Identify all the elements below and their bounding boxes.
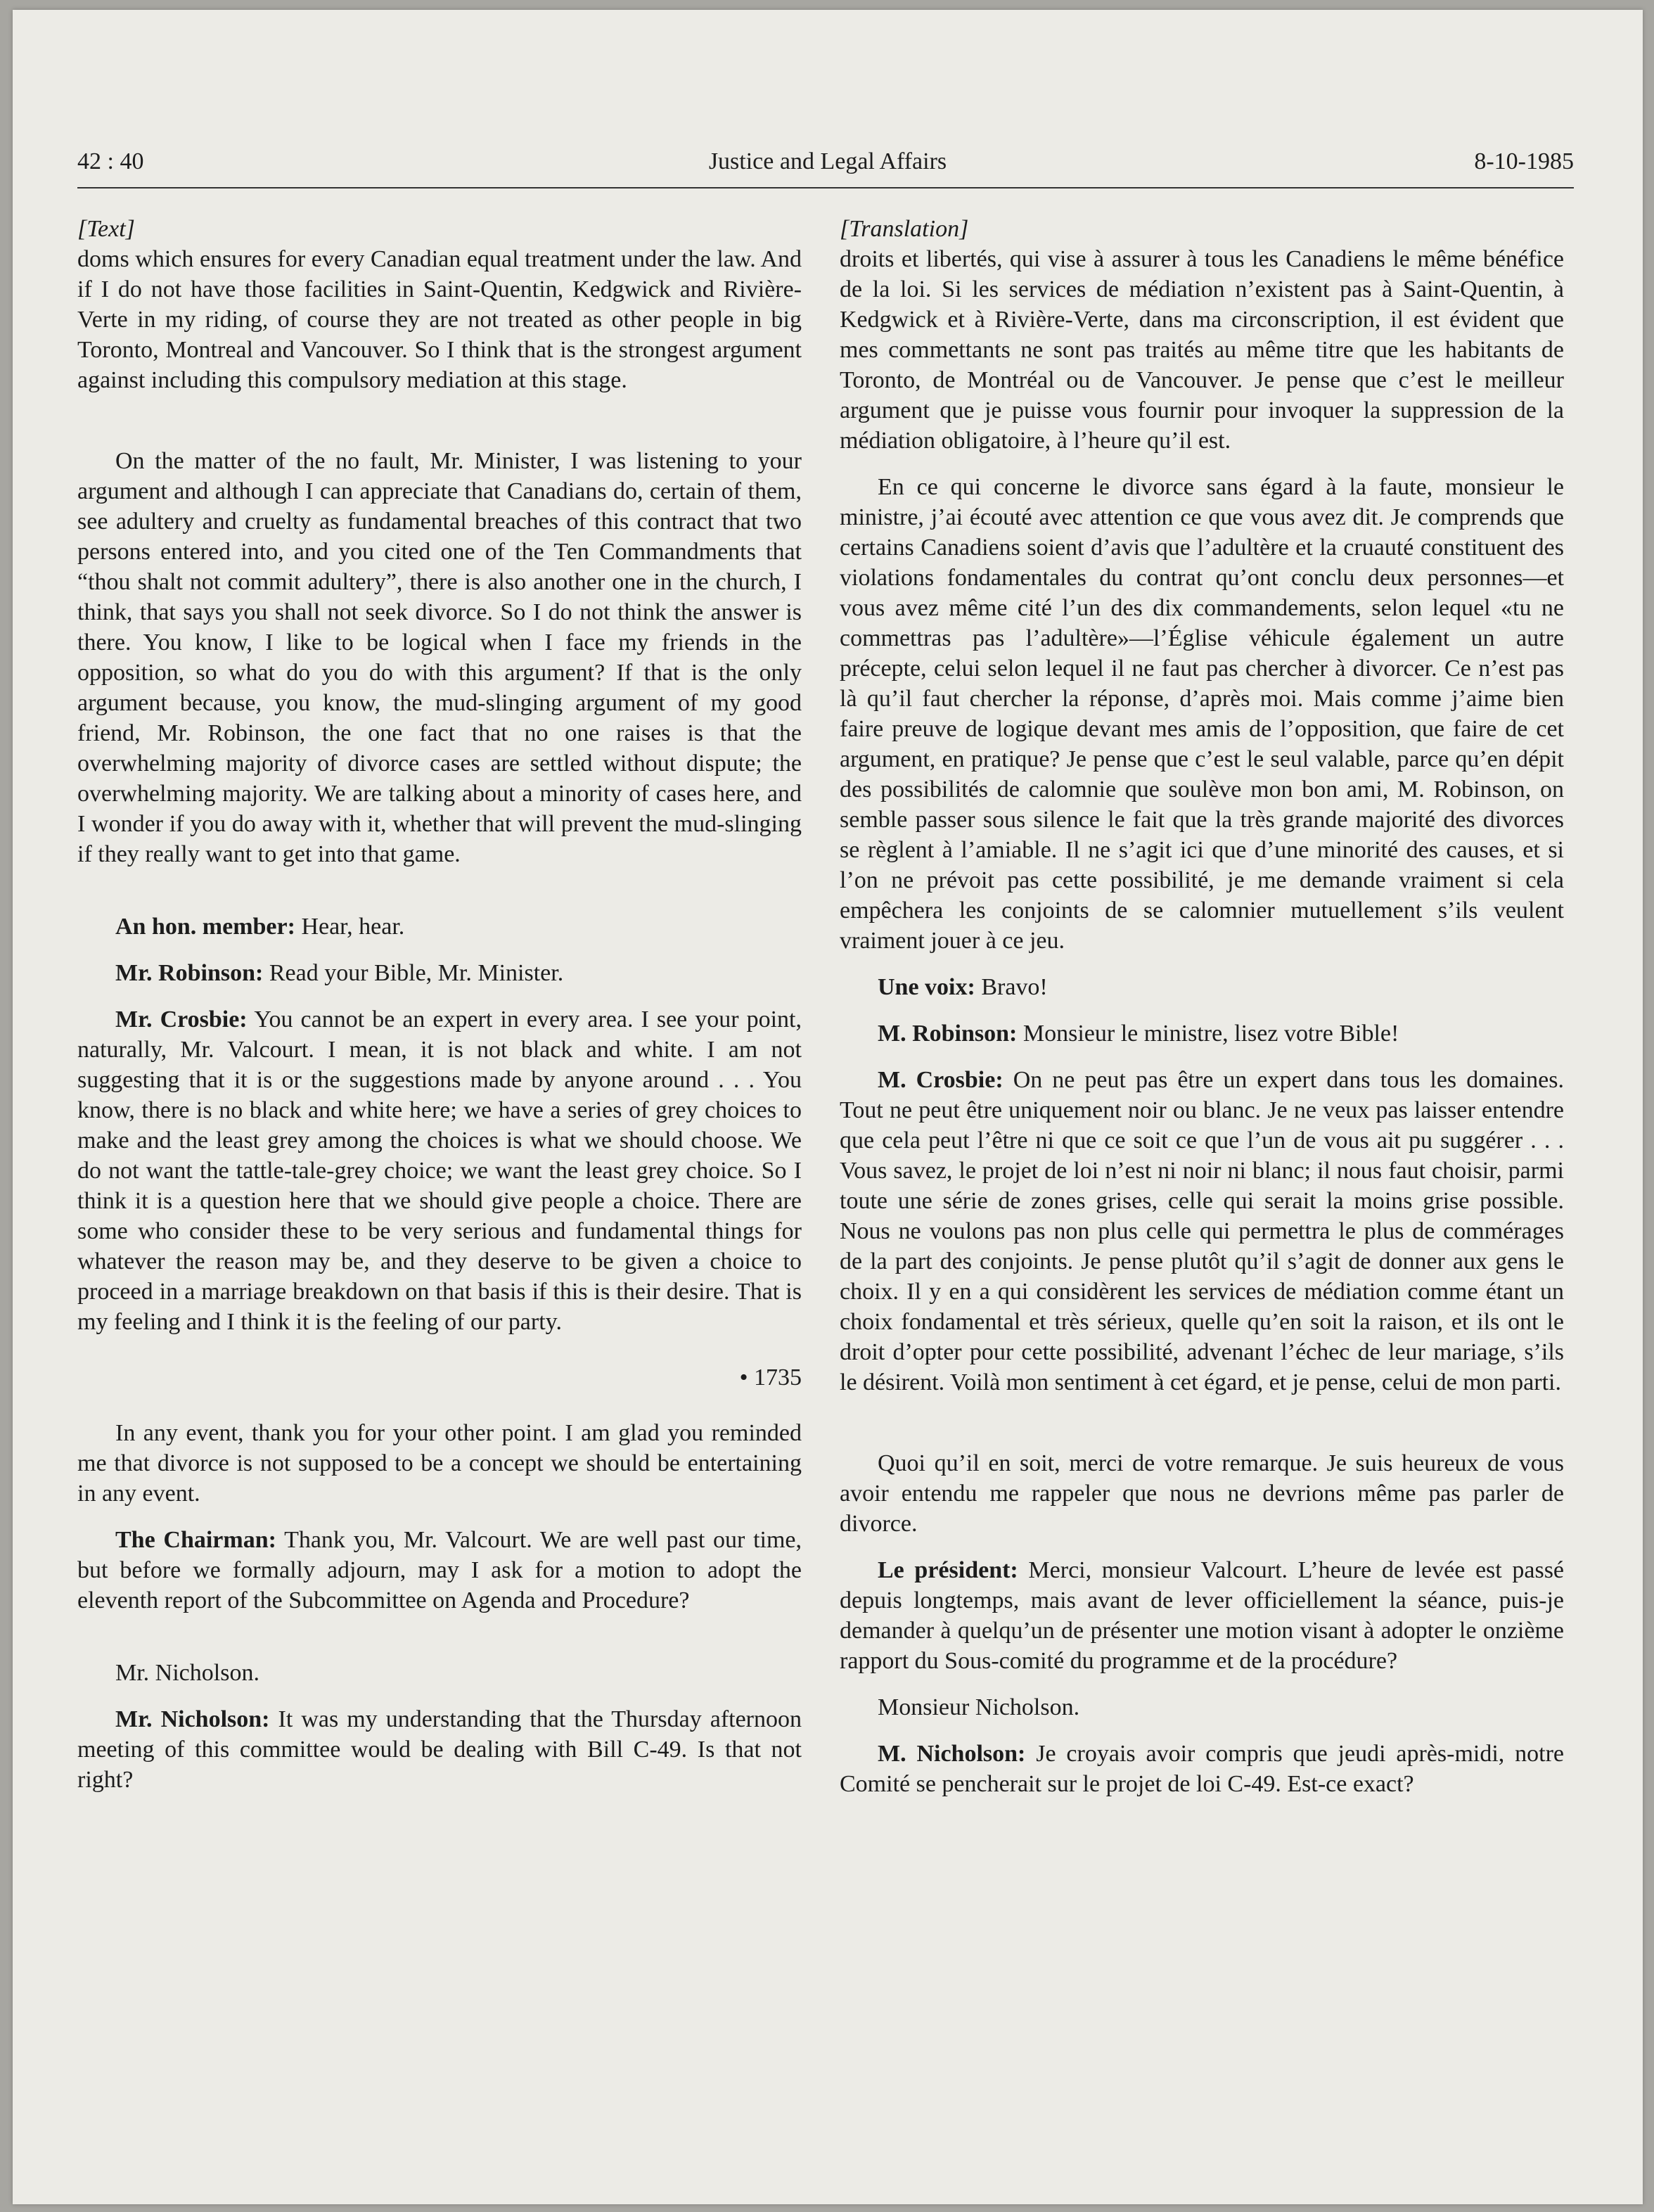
- speech: Mr. Robinson: Read your Bible, Mr. Minister.: [115, 960, 564, 986]
- speech: The Chairman: Thank you, Mr. Valcourt. We are well past our time, but before we formally adjourn, may I ask for a motion to adopt the eleventh report of the Subcommittee on Agenda and Procedure?: [77, 1527, 802, 1613]
- speech: Le président: Merci, monsieur Valcourt. L’heure de levée est passé depuis longtemps, mais avant de lever officiellement la séance, puis-je demander à quelqu’un de présenter une motion visant à adopter le onzième rapport du Sous-comité du programme et de la procédure?: [840, 1557, 1565, 1674]
- paragraph: On the matter of the no fault, Mr. Minister, I was listening to your argument and although I can appreciate that Canadians do, certain of them, see adultery and cruelty as fundamental breaches of this contract that two persons entered into, and you cited one of the Ten Commandments that “thou shalt not commit adultery”, there is also another one in the church, I think, that says you shall not seek divorce. So I do not think the answer is there. You know, I like to be logical when I face my friends in the opposition, so what do you do with this argument? If that is the only argument because, you know, the mud-slinging argument of my good friend, Mr. Robinson, the one fact that no one raises is that the overwhelming majority of divorce cases are settled without dispute; the overwhelming majority. We are talking about a minority of cases here, and I wonder if you do away with it, whether that will prevent the mud-slinging if they really want to get into that game.: [77, 448, 802, 867]
- page-number: 42 : 40: [77, 148, 144, 174]
- speaker: Le président:: [878, 1557, 1018, 1583]
- page-date: 8-10-1985: [1474, 148, 1574, 174]
- speech: An hon. member: Hear, hear.: [115, 914, 405, 940]
- speaker: Une voix:: [878, 974, 975, 1000]
- speech: Mr. Nicholson: It was my understanding that the Thursday afternoon meeting of this committee would be dealing with Bill C-49. Is that not right?: [77, 1706, 802, 1793]
- english-column: [77, 214, 802, 1811]
- timestamp-marker: • 1735: [739, 1364, 802, 1391]
- speech: Mr. Crosbie: You cannot be an expert in every area. I see your point, naturally, Mr. Valcourt. I mean, it is not black and white. I am not suggesting that it is or the suggestions made by anyone around . . . You know, there is no black and white here; we have a series of grey choices to make and the least grey among the choices is what we should choose. We do not want the tattle-tale-grey choice; we want the least grey choice. So I think it is a question here that we should give people a choice. There are some who consider these to be very serious and fundamental things for whatever the reason may be, and they deserve to be given a choice to proceed in a marriage breakdown on that basis if this is their desire. That is my feeling and I think it is the feeling of our party.: [77, 1006, 802, 1335]
- speaker: M. Nicholson:: [878, 1741, 1026, 1767]
- speaker: Mr. Crosbie:: [115, 1006, 248, 1033]
- speaker: Mr. Robinson:: [115, 960, 264, 986]
- speaker: An hon. member:: [115, 914, 295, 940]
- paragraph: doms which ensures for every Canadian equal treatment under the law. And if I do not have those facilities in Saint-Quentin, Kedgwick and Rivière-Verte in my riding, of course they are not treated as other people in big Toronto, Montreal and Vancouver. So I think that is the strongest argument against including this compulsory mediation at this stage.: [77, 246, 802, 393]
- document-page: [13, 10, 1643, 2204]
- speaker: The Chairman:: [115, 1527, 276, 1553]
- section-label: [Translation]: [840, 216, 969, 242]
- speech: Une voix: Bravo!: [878, 974, 1048, 1000]
- header-rule: [77, 187, 1574, 188]
- paragraph: En ce qui concerne le divorce sans égard à la faute, monsieur le ministre, j’ai écouté avec attention ce que vous avez dit. Je comprends que certains Canadiens soient d’avis que l’adultère et la cruauté constituent des violations fondamentales du contrat qu’ont conclu deux personnes—et vous avez même cité l’un des dix commandements, selon lequel «tu ne commettras pas l’adultère»—l’Église véhicule également un autre précepte, celui selon lequel il ne faut pas chercher à divorcer. Ce n’est pas là qu’il faut chercher la réponse, d’après moi. Mais comme j’aime bien faire preuve de logique devant mes amis de l’opposition, que faire de cet argument, en pratique? Je pense que c’est le seul valable, parce qu’en dépit des possibilités de calomnie que soulève mon bon ami, M. Robinson, on semble passer sous silence le fait que la très grande majorité des divorces se règlent à l’amiable. Il ne s’agit ici que d’une minorité des causes, et si l’on ne prévoit pas cette possibilité, je me demande vraiment si cela empêchera les conjoints de se calomnier mutuellement s’ils veulent vraiment jouer à ce jeu.: [840, 474, 1564, 954]
- section-label: [Text]: [77, 216, 135, 242]
- speaker: M. Robinson:: [878, 1021, 1018, 1047]
- speech: M. Crosbie: On ne peut pas être un expert dans tous les domaines. Tout ne peut être uniquement noir ou blanc. Je ne veux pas laisser entendre que cela peut l’être ni que ce soit ce que l’un de vous ait pu suggérer . . . Vous savez, le projet de loi n’est ni noir ni blanc; il nous faut choisir, parmi toute une série de zones grises, celle qui serait la moins grise possible. Nous ne voulons pas non plus celle qui permettra le plus de commérages de la part des conjoints. Je pense plutôt qu’il s’agit de donner aux gens le choix. Il y en a qui considèrent les services de médiation comme étant un choix fondamental et très sérieux, quelle qu’en soit la raison, et ils ont le droit d’opter pour cette possibilité, advenant l’échec de leur mariage, s’ils le désirent. Voilà mon sentiment à cet égard, et je pense, celui de mon parti.: [840, 1067, 1565, 1395]
- paragraph: Monsieur Nicholson.: [878, 1694, 1080, 1720]
- running-title: Justice and Legal Affairs: [708, 148, 947, 174]
- speaker: Mr. Nicholson:: [115, 1706, 270, 1732]
- paragraph: In any event, thank you for your other point. I am glad you reminded me that divorce is not supposed to be a concept we should be entertaining in any event.: [77, 1420, 802, 1507]
- french-column: [840, 214, 1564, 1815]
- speech: M. Nicholson: Je croyais avoir compris que jeudi après-midi, notre Comité se pencherait sur le projet de loi C-49. Est-ce exact?: [840, 1741, 1565, 1797]
- paragraph: Quoi qu’il en soit, merci de votre remarque. Je suis heureux de vous avoir entendu me rappeler que nous ne devrions même pas parler de divorce.: [840, 1450, 1564, 1537]
- speaker: M. Crosbie:: [878, 1067, 1004, 1093]
- speech: M. Robinson: Monsieur le ministre, lisez votre Bible!: [878, 1021, 1399, 1047]
- paragraph: Mr. Nicholson.: [115, 1660, 259, 1686]
- paragraph: droits et libertés, qui vise à assurer à tous les Canadiens le même bénéfice de la loi. Si les services de médiation n’existent pas à Saint-Quentin, à Kedgwick et à Rivière-Verte, dans ma circonscription, il est évident que mes commettants ne sont pas traités au même titre que les habitants de Toronto, de Montréal ou de Vancouver. Je pense que c’est le meilleur argument que je puisse vous fournir pour invoquer la suppression de la médiation obligatoire, à l’heure qu’il est.: [840, 246, 1564, 454]
